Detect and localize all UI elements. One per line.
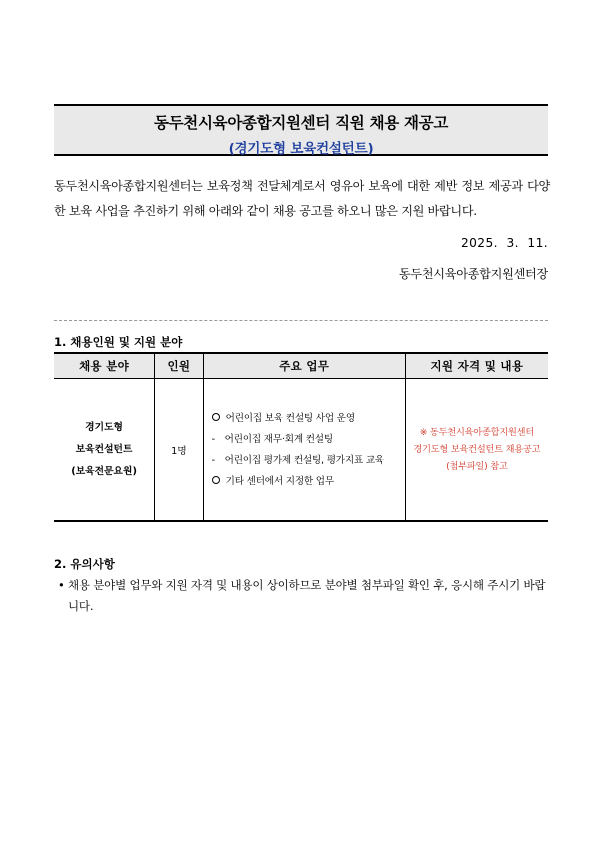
dash-marker: - (211, 454, 215, 466)
field-line: 경기도형 (85, 421, 124, 433)
circle-bullet-icon (212, 476, 220, 484)
cell-qualification (405, 379, 548, 522)
col-header-qualification: 지원 자격 및 내용 (405, 353, 548, 379)
page-subtitle: (경기도형 보육컨설턴트) (228, 141, 374, 157)
cell-count: 1명 (155, 379, 203, 522)
table-header-row (54, 353, 548, 379)
notice-signer: 동두천시육아종합지원센터장 (398, 267, 548, 281)
recruitment-table (54, 352, 548, 522)
duty-item: - 어린이집 평가제 컨설팅, 평가지표 교육 (212, 450, 404, 471)
qualification-line: (첨부파일) 참고 (446, 461, 508, 472)
note-text: 채용 분야별 업무와 지원 자격 및 내용이 상이하므로 분야별 첨부파일 확인 후, 응시해 주시기 바랍니다. (68, 578, 546, 613)
duty-item: 기타 센터에서 지정한 업무 (212, 471, 404, 492)
field-line: (보육전문요원) (71, 465, 137, 477)
intro-paragraph: 동두천시육아종합지원센터는 보육정책 전달체계로서 영유아 보육에 대한 제반 정보 제공과 다양한 보육 사업을 추진하기 위해 아래와 같이 채용 공고를 하오니 많은 지원 바랍니다. (54, 179, 550, 218)
section1-heading: 1. 채용인원 및 지원 분야 (54, 335, 183, 349)
notice-date: 2025. 3. 11. (461, 236, 548, 250)
cell-field (54, 379, 155, 522)
qualification-line: 경기도형 보육컨설턴트 채용공고 (413, 444, 541, 455)
cell-duties (203, 379, 405, 522)
col-header-field: 채용 분야 (54, 353, 155, 379)
qualification-line: ※ 동두천시육아종합지원센터 (419, 427, 535, 438)
col-header-duties: 주요 업무 (203, 353, 405, 379)
circle-bullet-icon (212, 413, 220, 421)
dotted-divider (54, 320, 548, 321)
note-item (54, 575, 554, 617)
field-line: 보육컨설턴트 (75, 443, 133, 455)
duty-item: - 어린이집 재무·회계 컨설팅 (212, 429, 404, 450)
duty-item: 어린이집 보육 컨설팅 사업 운영 (212, 408, 404, 429)
bullet-icon: • (58, 578, 65, 592)
dash-marker: - (211, 433, 215, 445)
title-box (54, 104, 548, 156)
page-title: 동두천시육아종합지원센터 직원 채용 재공고 (153, 114, 449, 132)
section2-heading: 2. 유의사항 (54, 557, 115, 571)
table-row (54, 379, 548, 522)
col-header-count: 인원 (155, 353, 203, 379)
